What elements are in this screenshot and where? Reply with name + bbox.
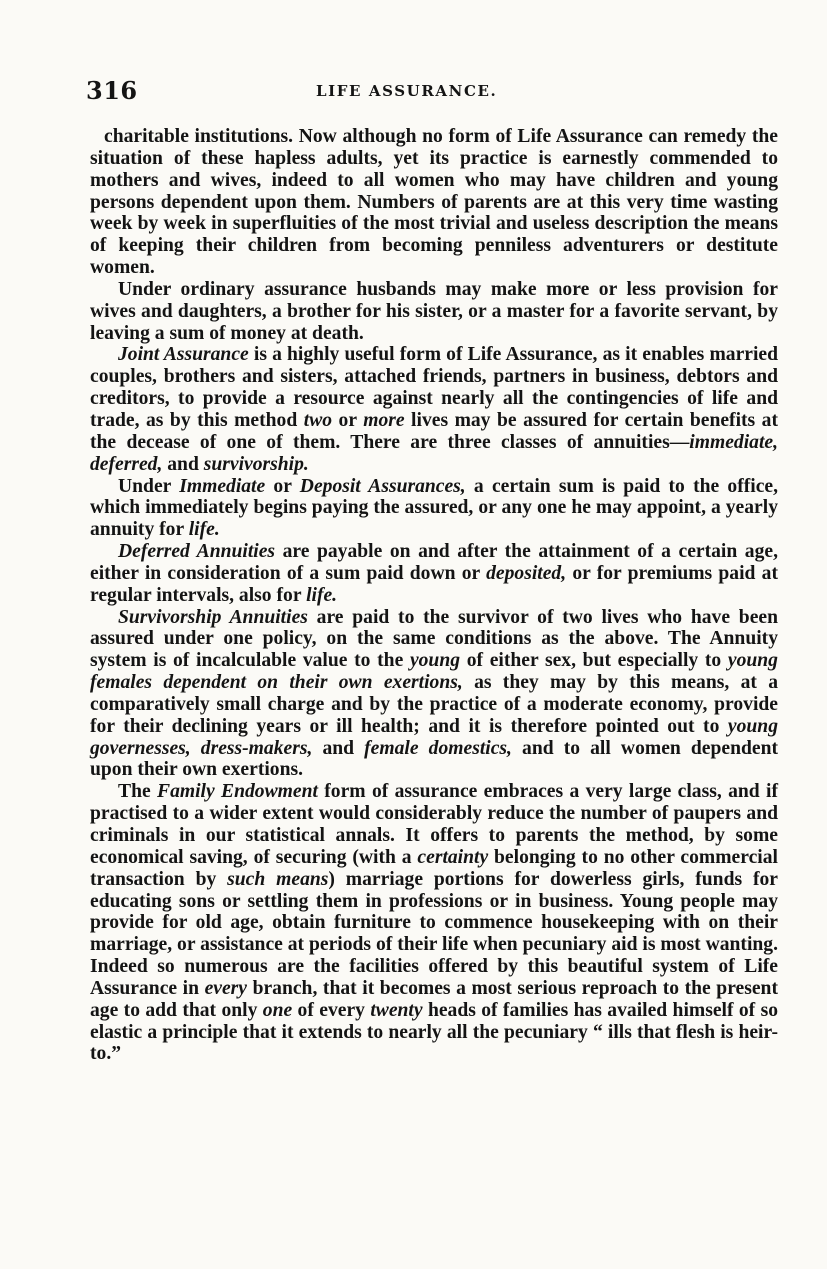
italic-run: every — [204, 977, 247, 999]
italic-run: life. — [306, 584, 338, 606]
italic-run: such means — [227, 868, 329, 890]
italic-run: young females dependent on their own exertions, — [90, 650, 778, 694]
italic-run: certainty — [417, 846, 489, 868]
text-run: is a highly useful form of Life Assurance, as it enables married couples, brothers and sisters, attached friends, partners in business, debtors and creditors, to provide a resource against nearly all the contingencies of life and trade, as by this method — [90, 344, 779, 431]
italic-run: Deferred Annuities — [118, 541, 276, 563]
text-run: are paid to the survivor of two lives who have been assured under one policy, on the same conditions as the above. The Annuity system is of incalculable value to the — [90, 606, 778, 672]
body-text — [90, 126, 778, 1065]
italic-run: Survivorship Annuities — [118, 606, 308, 628]
paragraph — [90, 541, 778, 607]
italic-run: more — [363, 409, 405, 431]
text-run: or for premiums paid at regular intervals, also for — [90, 562, 778, 606]
italic-run: immediate, deferred, — [90, 431, 778, 475]
text-run: belonging to no other commercial transaction by — [90, 846, 778, 890]
paragraph — [90, 126, 778, 279]
text-run: Under ordinary assurance husbands may make more or less provision for wives and daughters, a brother for his sister, or a master for a favorite servant, by leaving a sum of money at death. — [90, 278, 778, 344]
page-number: 316 — [86, 76, 138, 105]
italic-run: two — [303, 409, 333, 431]
running-head: LIFE ASSURANCE. — [316, 82, 498, 100]
paragraph — [90, 279, 778, 345]
page-header — [86, 76, 786, 110]
text-run: a certain sum is paid to the office, which immediately begins paying the assured, or any one he may appoint, a yearly annuity for — [90, 475, 779, 541]
paragraph — [90, 344, 778, 475]
text-run: charitable institutions. Now although no form of Life Assurance can remedy the situation of these hapless adults, yet its practice is earnestly commended to mothers and wives, indeed to all women who may have children and young persons dependent upon them. Numbers of parents are at this very time wasting week by week in superfluities of the most trivial and useless description the means of keeping their children from becoming penniless adventurers or destitute women. — [90, 126, 778, 279]
paragraph — [90, 607, 778, 782]
paragraph — [90, 781, 778, 1065]
italic-run: Family Endowment — [157, 781, 318, 803]
text-run: and to all women dependent upon their own exertions. — [90, 737, 778, 781]
text-run: heads of families has availed himself of so elastic a principle that it extends to nearly all the pecuniary “ ills that flesh is heir-to.” — [90, 999, 779, 1065]
text-run: or — [332, 409, 364, 431]
italic-run: life. — [188, 519, 220, 541]
text-run: of either sex, but especially to — [460, 650, 728, 672]
italic-run: female domestics, — [364, 737, 512, 759]
italic-run: twenty — [370, 999, 423, 1021]
paragraph — [90, 476, 778, 542]
italic-run: Deposit Assurances, — [299, 475, 466, 497]
text-run: form of assurance embraces a very large class, and if practised to a wider extent would considerably reduce the number of paupers and criminals in our statistical annals. It offers to parents the method, by some economical saving, of securing (with a — [90, 781, 778, 868]
text-run: lives may be assured for certain benefits at the decease of one of them. There are three classes of annuities— — [90, 409, 778, 453]
text-run: of every — [292, 999, 371, 1021]
italic-run: Immediate — [179, 475, 266, 497]
text-run: branch, that it becomes a most serious reproach to the present age to add that only — [90, 977, 778, 1021]
text-run: ) marriage portions for dowerless girls, funds for educating sons or settling them in professions or in business. Young people may provide for old age, obtain furniture to commence housekeeping with on their marriage, or assistance at periods of their life when pecuniary aid is most wanting. Indeed so numerous are the facilities offered by this beautiful system of Life Assurance in — [90, 868, 778, 999]
italic-run: young governesses, dress-makers, — [90, 715, 778, 759]
text-run: as they may by this means, at a comparatively small charge and by the practice of a moderate economy, provide for their declining years or ill health; and it is therefore pointed out to — [90, 672, 778, 737]
italic-run: deposited, — [486, 562, 567, 584]
italic-run: one — [262, 999, 293, 1021]
text-run: and — [162, 453, 204, 475]
italic-run: Joint Assurance — [118, 344, 249, 366]
text-run: are payable on and after the attainment of a certain age, either in consideration of a sum paid down or — [90, 541, 778, 584]
text-run: The — [118, 781, 157, 803]
italic-run: young — [409, 650, 461, 672]
italic-run: survivorship. — [203, 453, 309, 475]
text-run: Under — [118, 475, 180, 497]
text-run: or — [265, 475, 300, 497]
text-run: and — [312, 737, 365, 759]
